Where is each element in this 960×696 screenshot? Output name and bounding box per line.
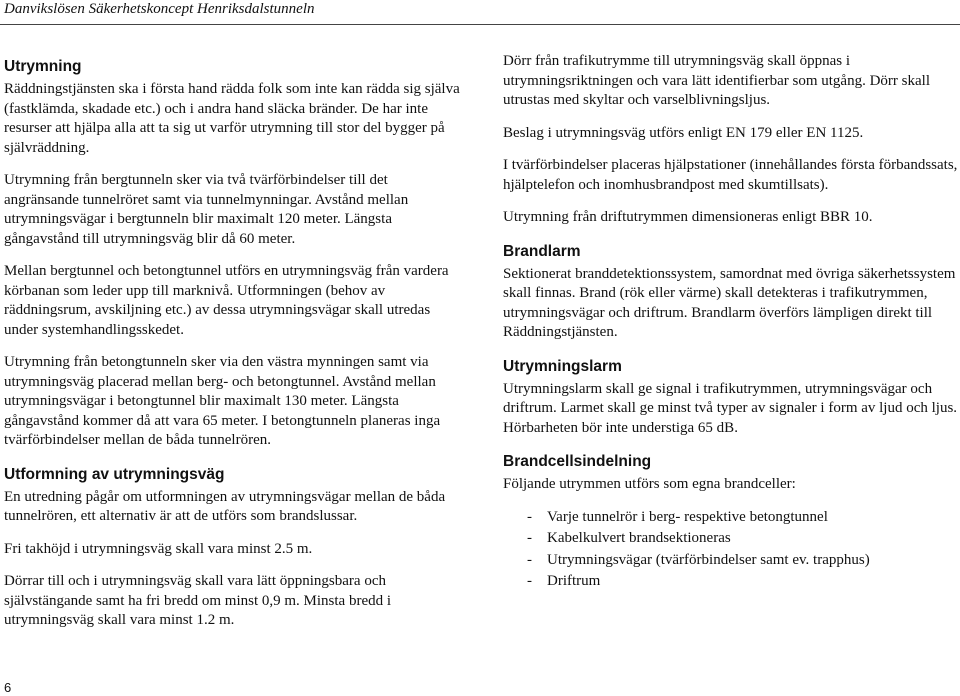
heading-brandcellsindelning: Brandcellsindelning: [503, 453, 652, 470]
header-rule: [0, 24, 960, 25]
paragraph: Dörrar till och i utrymningsväg skall vara lätt öppningsbara och självstängande samt ha fri bredd om minst 0,9 m. Minsta bredd i utrymningsväg skall vara minst 1.2 m.: [4, 573, 392, 628]
right-column: [503, 52, 958, 594]
brandcell-list: [503, 508, 958, 594]
list-item: - Driftrum: [503, 572, 958, 594]
paragraph: Beslag i utrymningsväg utförs enligt EN 179 eller EN 1125.: [503, 124, 864, 141]
paragraph: Utrymningslarm skall ge signal i trafikutrymmen, utrymningsvägar och driftrum. Larmet skall ge minst två typer av signaler i form av ljud och ljus. Hörbarheten bör inte understiga 65 dB.: [503, 380, 958, 436]
paragraph: Sektionerat branddetektionssystem, samordnat med övriga säkerhetssystem skall finnas. Brand (rök eller värme) skall detekteras i trafikutrymmen, utrymningsvägar och driftrum. Brandlarm överförs lämpligen direkt till Räddningstjänsten.: [503, 265, 956, 340]
heading-utrymningslarm: Utrymningslarm: [503, 357, 622, 375]
list-item: - Varje tunnelrör i berg- respektive betongtunnel: [503, 508, 958, 530]
paragraph: Utrymning från betongtunneln sker via den västra mynningen samt via utrymningsväg placerad mellan berg- och betongtunnel. Avstånd mellan utrymningsvägar i betongtunnel blir maximalt 130 meter. Längsta gångavstånd kommer då att vara 65 meter. I betongtunneln planeras inga tvärförbindelser mellan de båda tunnelrören.: [4, 354, 441, 448]
paragraph: Följande utrymmen utförs som egna brandceller:: [503, 476, 796, 492]
paragraph: Fri takhöjd i utrymningsväg skall vara minst 2.5 m.: [4, 540, 313, 557]
paragraph: Räddningstjänsten ska i första hand rädda folk som inte kan rädda sig själva (fastklämda, skadade etc.) och i andra hand släcka bränder. De har inte resurser att hjälpa alla att ta sig ut varför utrymning till stor del bygger på självräddning.: [4, 81, 460, 156]
list-item: - Utrymningsvägar (tvärförbindelser samt ev. trapphus): [503, 551, 958, 573]
paragraph: Mellan bergtunnel och betongtunnel utförs en utrymningsväg från vardera körbanan som leder upp till marknivå. Utformningen (behov av räddningsrum, avskiljning etc.) av dessa utrymningsvägar skall utredas under systemhandlingsskedet.: [4, 263, 449, 338]
heading-utrymning: Utrymning: [4, 58, 82, 75]
paragraph: En utredning pågår om utformningen av utrymningsvägar mellan de båda tunnelrören, ett alternativ är att de utförs som brandslussar.: [4, 488, 446, 524]
paragraph: Dörr från trafikutrymme till utrymningsväg skall öppnas i utrymningsriktningen och vara lätt identifierbar som utgång. Dörr skall utrustas med skyltar och varselblivningsljus.: [503, 53, 930, 108]
document-header-title: Danvikslösen Säkerhetskoncept Henriksdalstunneln: [4, 1, 315, 17]
left-column: [4, 52, 466, 644]
list-item: - Kabelkulvert brandsektioneras: [503, 529, 958, 551]
heading-utformning: Utformning av utrymningsväg: [4, 465, 225, 483]
page-number: 6: [4, 680, 12, 695]
paragraph: Utrymning från bergtunneln sker via två tvärförbindelser till det angränsande tunnelröret samt via tunnelmynningar. Avstånd mellan utrymningsvägar i bergtunneln blir maximalt 120 meter. Längsta gångavstånd till utrymningsväg blir då 60 meter.: [4, 172, 409, 247]
heading-brandlarm: Brandlarm: [503, 242, 581, 260]
paragraph: I tvärförbindelser placeras hjälpstationer (innehållandes första förbandssats, hjälptelefon och inomhusbrandpost med skumtillsats).: [503, 157, 958, 193]
paragraph: Utrymning från driftutrymmen dimensioneras enligt BBR 10.: [503, 209, 873, 225]
